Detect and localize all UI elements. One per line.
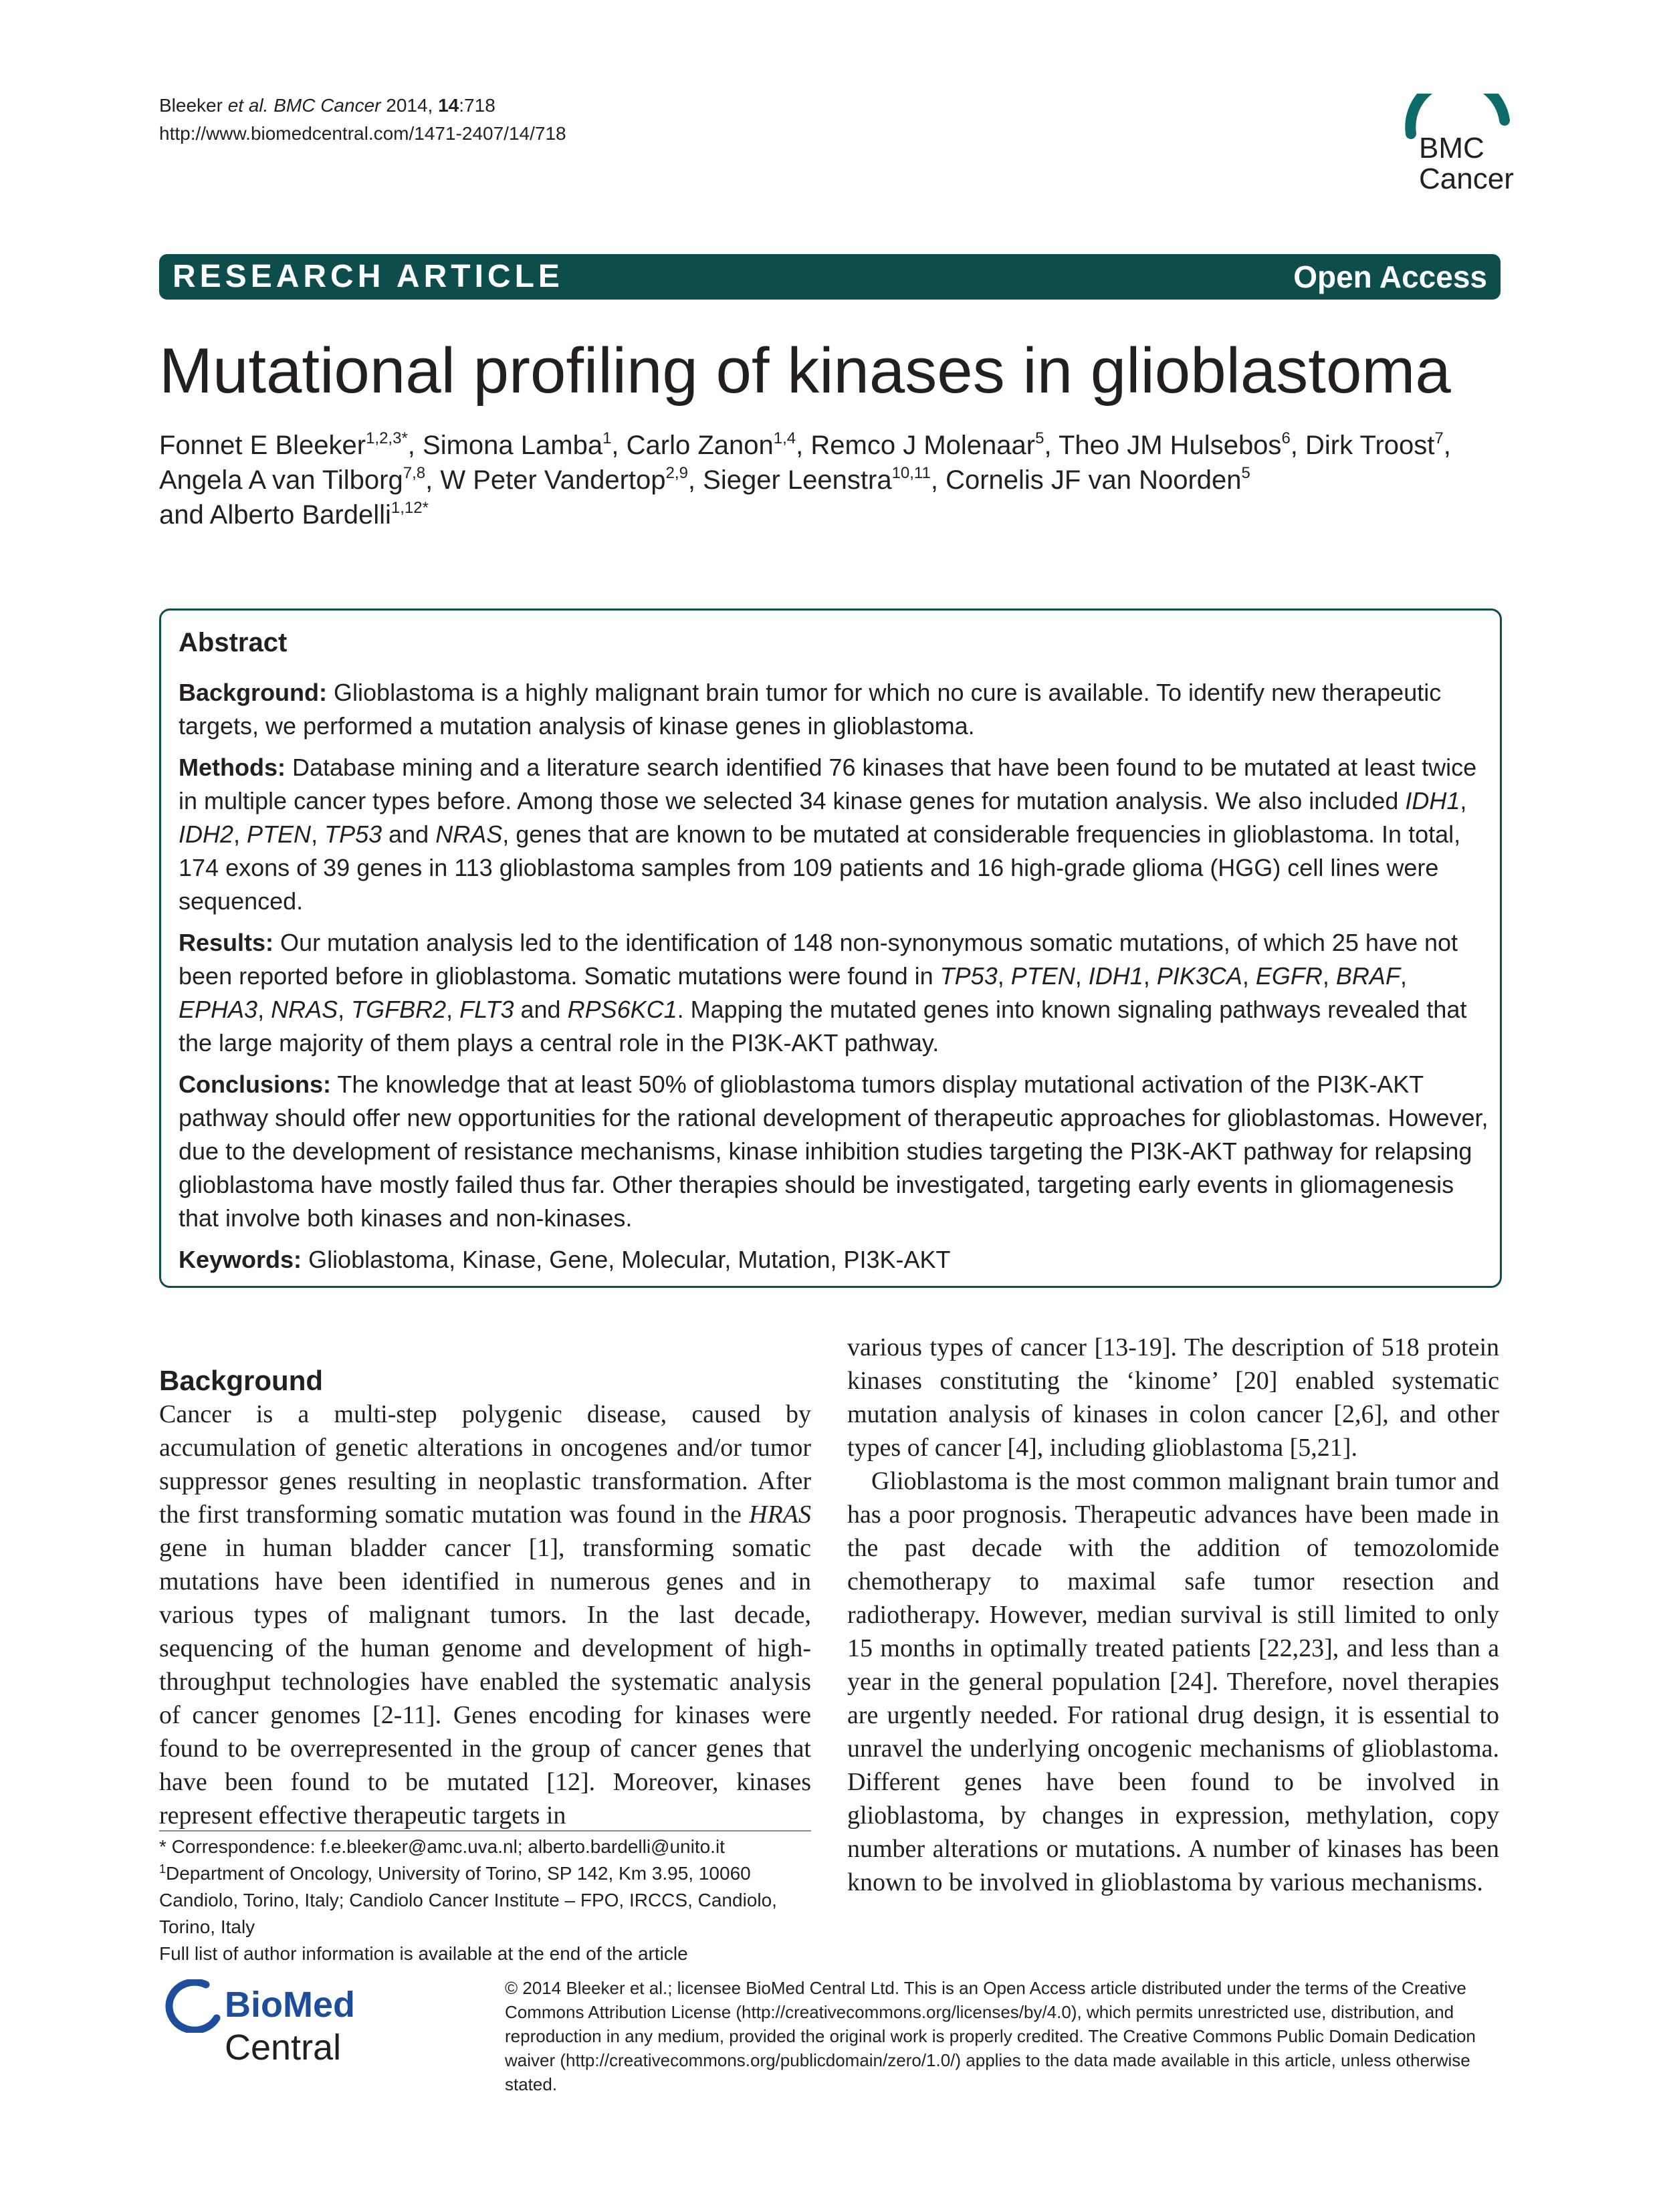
body-paragraph: Glioblastoma is the most common malignant brain tumor and has a poor prognosis. Therapeutic advances have been made in the past decade with the addition of temozolomide chemotherapy to maximal safe tumor resection and radiotherapy. However, median survival is still limited to only 15 months in optimally treated patients [22,23], and less than a year in the general population [24]. Therefore, novel therapies are urgently needed. For rational drug design, it is essential to unravel the underlying oncogenic mechanisms of glioblastoma. Different genes have been found to be involved in glioblastoma, by changes in expression, methylation, copy number alterations or mutations. A number of kinases has been known to be involved in glioblastoma by various mechanisms.: [847, 1467, 1499, 1896]
author: Sieger Leenstra$^{10,11}$,: [703, 464, 946, 495]
author: Carlo Zanon$^{1,4}$,: [626, 429, 811, 460]
abstract-methods: Methods: Database mining and a literature search identified 76 kinases that have been found to be mutated at least twice in multiple cancer types before. Among those we selected 34 kinase genes for mutation analysis. We also included IDH1, IDH2, PTEN, TP53 and NRAS, genes that are known to be mutated at considerable frequencies in glioblastoma. In total, 174 exons of 39 genes in 113 glioblastoma samples from 109 patients and 16 high-grade glioma (HGG) cell lines were sequenced.: [179, 754, 1477, 915]
body-paragraph: Cancer is a multi-step polygenic disease, caused by accumulation of genetic alterations in oncogenes and/or tumor suppressor genes resulting in neoplastic transformation. After the first transforming somatic mutation was found in the HRAS gene in human bladder cancer [1], transforming somatic mutations have been identified in numerous genes and in various types of malignant tumors. In the last decade, sequencing of the human genome and development of high-throughput technologies have enabled the systematic analysis of cancer genomes [2-11]. Genes encoding for kinases were found to be overrepresented in the group of cancer genes that have been found to be mutated [12]. Moreover, kinases represent effective therapeutic targets in: [159, 1400, 811, 1830]
correspondence: * Correspondence: f.e.bleeker@amc.uva.nl; alberto.bardelli@unito.it: [159, 1836, 725, 1857]
abstract-title: Abstract: [179, 628, 288, 657]
biomed-central-wordmark: BioMed Central: [225, 1985, 355, 2068]
abstract-box: [159, 609, 1502, 1288]
logo-text-cancer: Cancer: [1419, 162, 1514, 195]
author: Remco J Molenaar$^5$,: [810, 429, 1059, 460]
affiliation: $^1$Department of Oncology, University of Torino, SP 142, Km 3.95, 10060 Candiolo, Torino, Italy; Candiolo Cancer Institute – FPO, IRCCS, Candiolo, Torino, Italy: [159, 1862, 777, 1937]
abstract-background: Background: Glioblastoma is a highly malignant brain tumor for which no cure is available. To identify new therapeutic targets, we performed a mutation analysis of kinase genes in glioblastoma.: [179, 679, 1442, 740]
abstract-results: Results: Our mutation analysis led to the identification of 148 non-synonymous somatic mutations, of which 25 have not been reported before in glioblastoma. Somatic mutations were found in TP53, PTEN, IDH1, PIK3CA, EGFR, BRAF, EPHA3, NRAS, TGFBR2, FLT3 and RPS6KC1. Mapping the mutated genes into known signaling pathways revealed that the large majority of them plays a central role in the PI3K-AKT pathway.: [179, 929, 1467, 1057]
biomed-central-logo: [159, 1979, 473, 2068]
author: and Alberto Bardelli$^{1,12*}$: [159, 499, 429, 530]
author: W Peter Vandertop$^{2,9}$,: [440, 464, 703, 495]
article-type-banner: [159, 254, 1501, 300]
author-list: [159, 428, 1503, 532]
logo-text-bmc: BMC: [1419, 132, 1484, 164]
bmc-cancer-logo: [1391, 94, 1525, 207]
body-column-left: [159, 1364, 811, 1832]
abstract-body: [179, 676, 1489, 1285]
license-statement: © 2014 Bleeker et al.; licensee BioMed Central Ltd. This is an Open Access article distributed under the terms of the Creative Commons Attribution License (http://creativecommons.org/licenses/by/4.0), which permits unrestricted use, distribution, and reproduction in any medium, provided the original work is properly credited. The Creative Commons Public Domain Dedication waiver (http://creativecommons.org/publicdomain/zero/1.0/) applies to the data made available in this article, unless otherwise stated.: [505, 1978, 1476, 2094]
open-access-label: Open Access: [1293, 259, 1487, 294]
author: Cornelis JF van Noorden$^5$: [946, 464, 1250, 495]
footnote-divider: [159, 1830, 811, 1832]
citation-line: Bleeker et al. BMC Cancer 2014, 14:718: [159, 95, 495, 116]
article-url[interactable]: http://www.biomedcentral.com/1471-2407/14/718: [159, 123, 566, 144]
article-type-label: RESEARCH ARTICLE: [173, 259, 564, 294]
author: Angela A van Tilborg$^{7,8}$,: [159, 464, 441, 495]
abstract-keywords: Keywords: Glioblastoma, Kinase, Gene, Molecular, Mutation, PI3K-AKT: [179, 1246, 951, 1273]
biomed-swoosh-icon: [159, 1979, 221, 2033]
section-heading-background: Background: [159, 1365, 324, 1396]
author: Simona Lamba$^1$,: [423, 429, 627, 460]
author: Fonnet E Bleeker$^{1,2,3*}$,: [159, 429, 423, 460]
footnotes: [159, 1834, 811, 1967]
body-paragraph: various types of cancer [13-19]. The description of 518 protein kinases constituting the ‘kinome’ [20] enabled systematic mutation analysis of kinases in colon cancer [2,6], and other types of cancer [4], including glioblastoma [5,21].: [847, 1333, 1499, 1462]
author: Theo JM Hulsebos$^6$,: [1058, 429, 1306, 460]
author: Dirk Troost$^7$,: [1305, 429, 1451, 460]
body-column-right: [847, 1331, 1499, 1899]
author-info-note: Full list of author information is available at the end of the article: [159, 1943, 688, 1964]
article-title: Mutational profiling of kinases in glioblastoma: [159, 335, 1451, 407]
abstract-conclusions: Conclusions: The knowledge that at least 50% of glioblastoma tumors display mutational activation of the PI3K-AKT pathway should offer new opportunities for the rational development of therapeutic approaches for glioblastomas. However, due to the development of resistance mechanisms, kinase inhibition studies targeting the PI3K-AKT pathway for relapsing glioblastoma have mostly failed thus far. Other therapies should be investigated, targeting early events in gliomagenesis that involve both kinases and non-kinases.: [179, 1071, 1488, 1232]
